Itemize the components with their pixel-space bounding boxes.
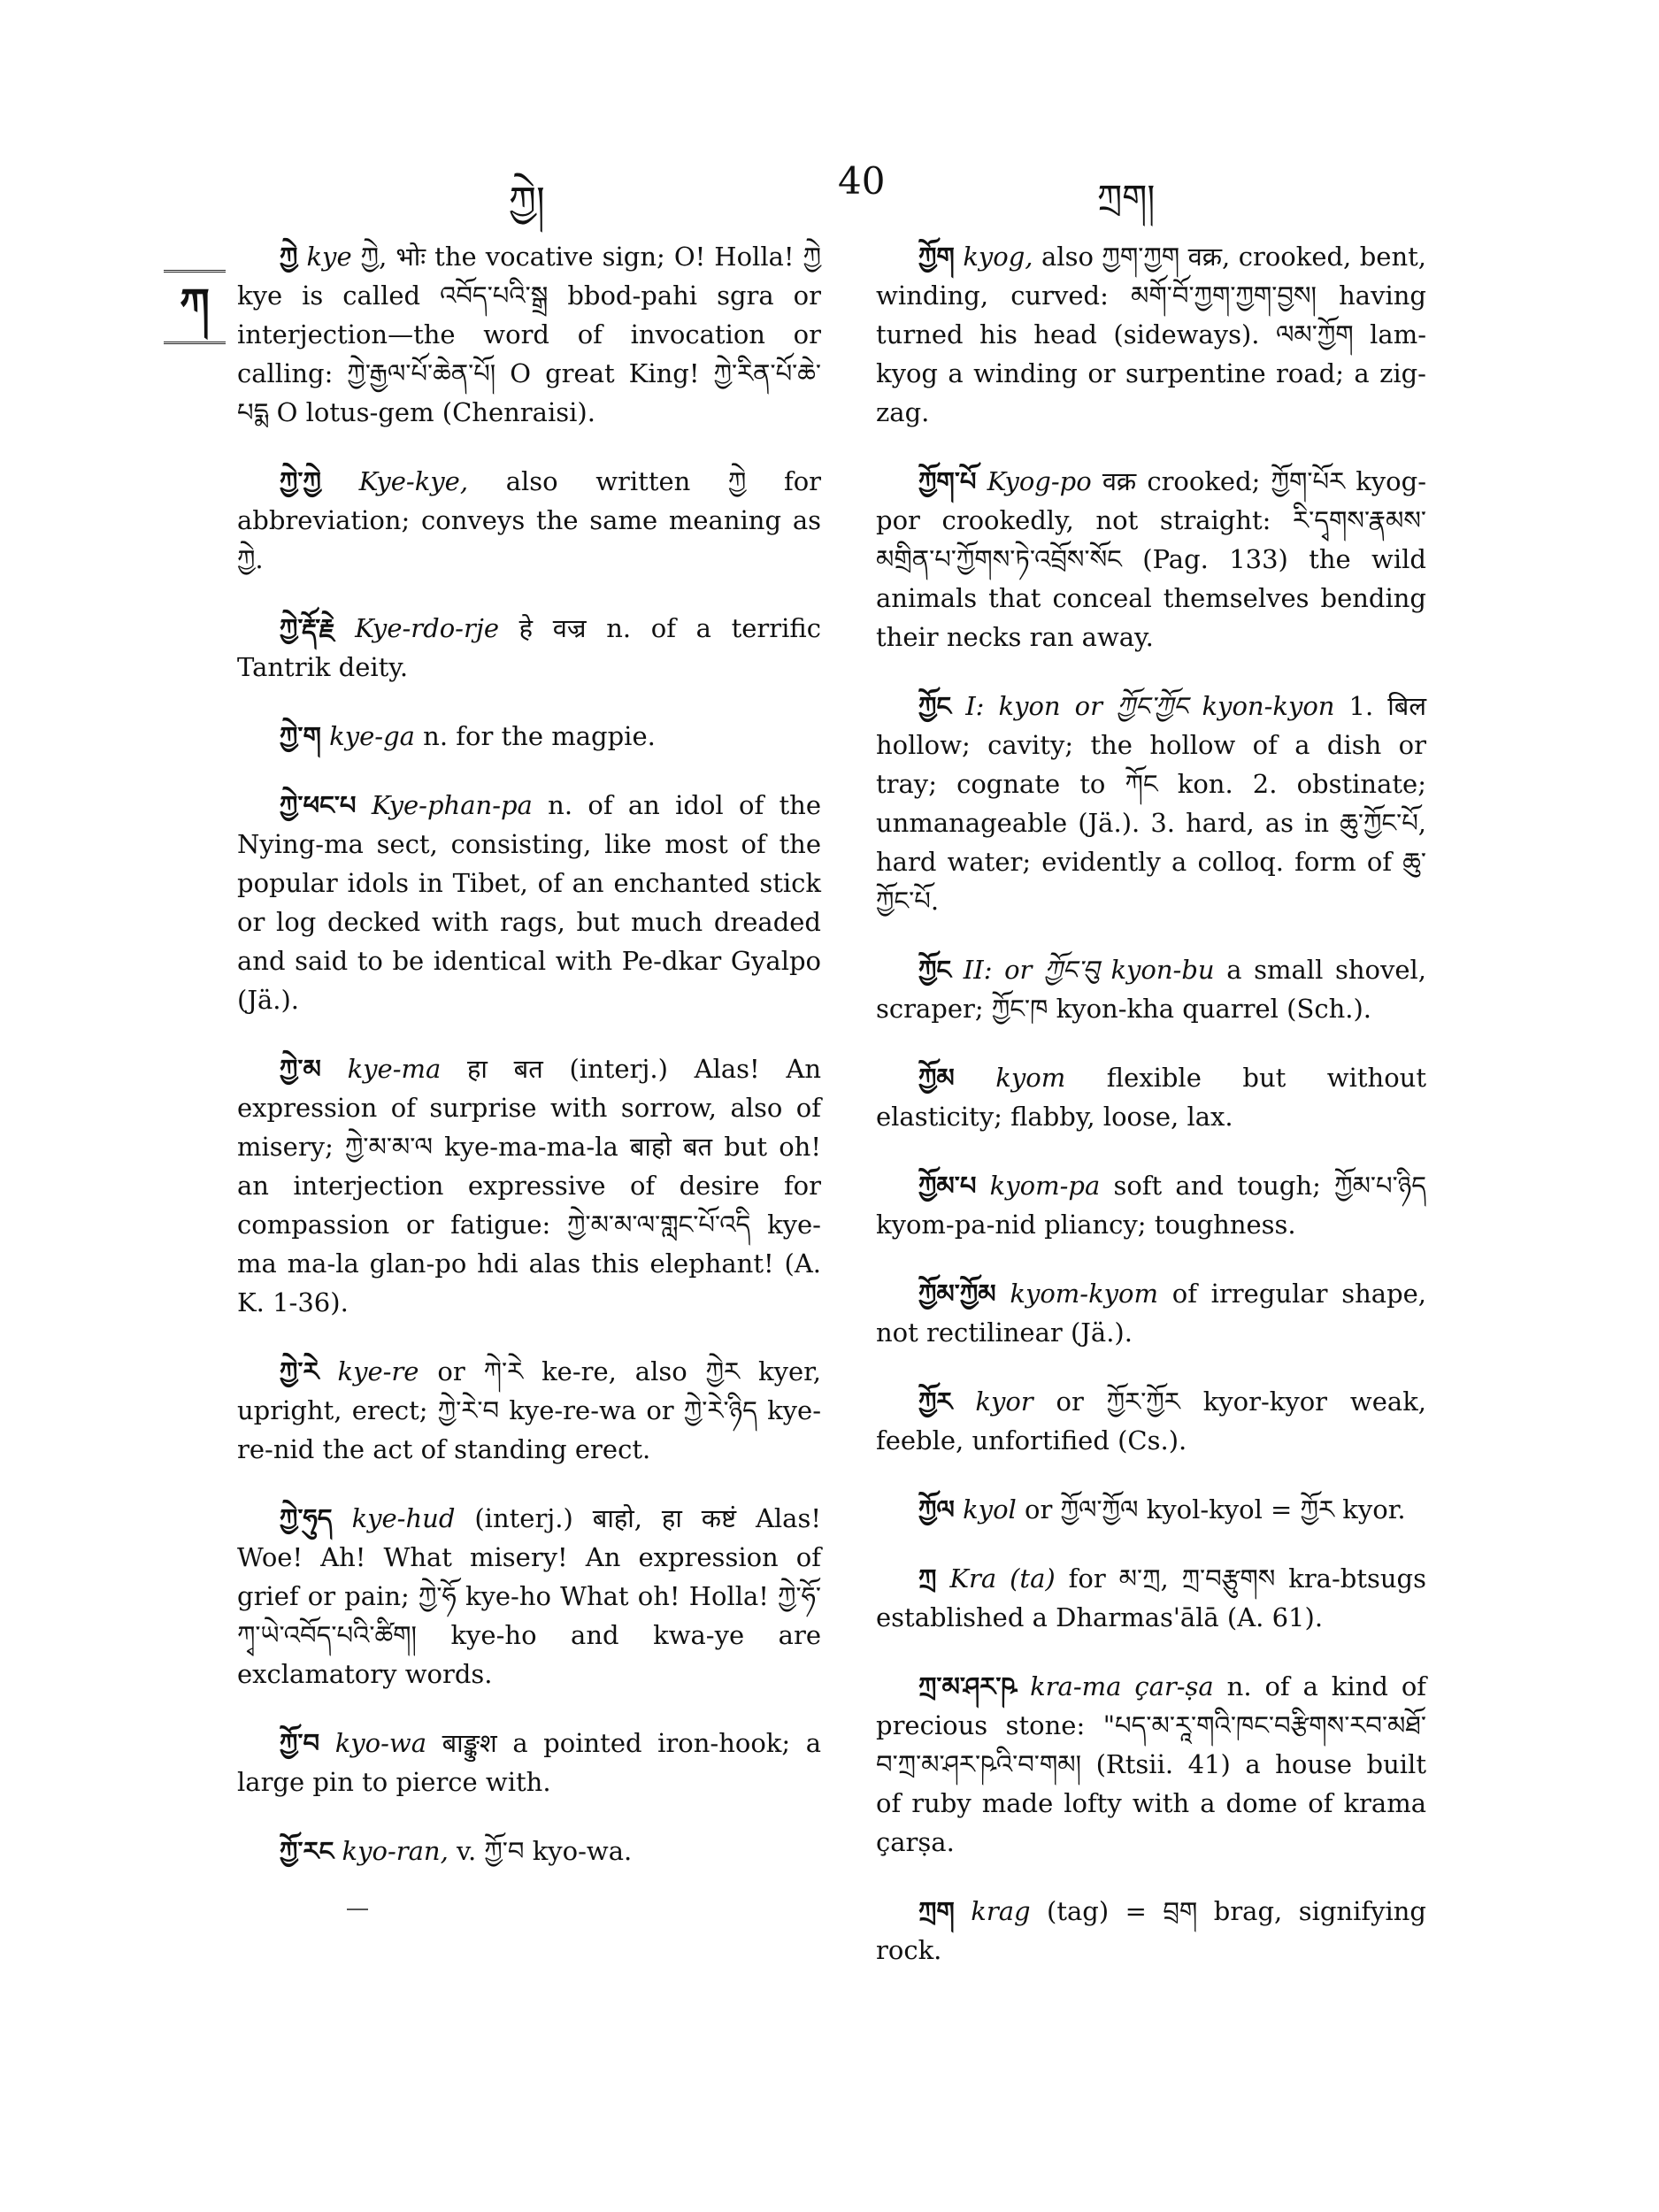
- right-column: [876, 237, 1426, 2000]
- dictionary-entry: ཀྱེ་ཕང་པ Kye-phan-pa n. of an idol of the Nying-ma sect, consisting, like most of the popular idols in Tibet, of an enchanted stick or log decked with rags, but much dreaded and said to be identical with Pe-dkar Gyalpo (Jä.).: [237, 790, 822, 1015]
- dictionary-entry: ཀྱོམ kyom flexible but without elasticity; flabby, loose, lax.: [876, 1063, 1427, 1132]
- dictionary-entry: ཀྲ Kra (ta) for མ་ཀྲ, ཀྲ་བརྩུགས kra-btsugs established a Dharmas'ālā (A. 61).: [876, 1563, 1426, 1632]
- header-right-glyph: ཀྲག།: [1097, 178, 1156, 219]
- dictionary-entry: ཀྱོར kyor or ཀྱོར་ཀྱོར kyor-kyor weak, feeble, unfortified (Cs.).: [876, 1386, 1426, 1455]
- dictionary-entry: ཀྱོག kyog, also ཀྱག་ཀྱག वक्र, crooked, bent, winding, curved: མགོ་བོ་ཀྱག་ཀྱག་བྱས། having turned his head (sideways). ལམ་ཀྱོག lam-kyog a winding or surpentine road; a zig-zag.: [876, 242, 1427, 427]
- dictionary-entry: ཀྲག krag (tag) = བྲག brag, signifying rock.: [876, 1896, 1426, 1965]
- dictionary-entry: ཀྱེ་ག kye-ga n. for the magpie.: [280, 721, 656, 751]
- dictionary-entry: ཀྱེ་རྡོ་རྗེ Kye-rdo-rje हे वज्र n. of a terrific Tantrik deity.: [237, 613, 822, 682]
- dictionary-entry: ཀྱོང II: or ཀྱོང་བུ kyon-bu a small shovel, scraper; ཀྱོང་ཁ kyon-kha quarrel (Sch.).: [876, 955, 1427, 1024]
- header-left-glyph: ཀྱེ།: [509, 179, 545, 224]
- dictionary-entry: ཀྱོག་པོ Kyog-po वक्र crooked; ཀྱོག་པོར kyog-por crookedly, not straight: རི་དྭགས་རྣམས་མགྲིན་པ་ཀྱོགས་ཏེ་འབྲོས་སོང (Pag. 133) the wild animals that conceal themselves bending their necks ran away.: [876, 466, 1427, 652]
- dictionary-entry: ཀྱེ་མ kye-ma हा बत (interj.) Alas! An expression of surprise with sorrow, also of misery; ཀྱེ་མ་མ་ལ kye-ma-ma-la बाहो बत but oh! an interjection expressive of desire for compassion or fatigue: ཀྱེ་མ་མ་ལ་གླང་པོ་འདི kye-ma ma-la glan-po hdi alas this elephant! (A. K. 1-36).: [237, 1054, 822, 1317]
- left-column: [237, 237, 821, 1901]
- page-header: [0, 157, 1659, 224]
- page-number: 40: [838, 159, 886, 203]
- dictionary-entry: ཀྱོ་བ kyo-wa बाङ्कुश a pointed iron-hook; a large pin to pierce with.: [237, 1728, 821, 1797]
- dictionary-entry: ཀྱོམ་པ kyom-pa soft and tough; ཀྱོམ་པ་ཉིད kyom-pa-nid pliancy; toughness.: [876, 1171, 1427, 1240]
- dictionary-entry: ཀྲ་མ་ཤར་ཥ kra-ma çar-ṣa n. of a kind of precious stone: "པད་མ་རཱ་གའི་ཁང་བརྩིགས་རབ་མཐོ་བ་ཀྲ་མ་ཤར་ཥའི་བ་གམ། (Rtsii. 41) a house built of ruby made lofty with a dome of krama çarṣa.: [876, 1671, 1427, 1857]
- page-end-mark: [347, 1909, 368, 1910]
- dictionary-entry: ཀྱེ་ཧུད kye-hud (interj.) बाहो, हा कष्टं Alas! Woe! Ah! What misery! An expression of grief or pain; ཀྱེ་ཧོ kye-ho What oh! Holla! ཀྱེ་ཧོ་ཀྭ་ཡེ་འབོད་པའི་ཚིག། kye-ho and kwa-ye are exclamatory words.: [237, 1503, 821, 1689]
- dictionary-entry: ཀྱེ་རེ kye-re or ཀེ་རེ ke-re, also ཀྱེར kyer, upright, erect; ཀྱེ་རེ་བ kye-re-wa or ཀྱེ་རེ་ཉིད kye-re-nid the act of standing erect.: [237, 1356, 822, 1464]
- dictionary-entry: ཀྱོལ kyol or ཀྱོལ་ཀྱོལ kyol-kyol = ཀྱོར kyor.: [918, 1494, 1406, 1525]
- dictionary-entry: ཀྱོ་རང kyo-ran, v. ཀྱོ་བ kyo-wa.: [280, 1836, 633, 1866]
- dictionary-entry: ཀྱེ kye ཀྱེ, भोः the vocative sign; O! Holla! ཀྱེ kye is called འབོད་པའི་སྒྲ bbod-pahi sgra or interjection—the word of invocation or calling: ཀྱེ་རྒྱལ་པོ་ཆེན་པོ། O great King! ཀྱེ་རིན་པོ་ཆེ་པདྨ O lotus-gem (Chenraisi).: [237, 242, 822, 427]
- dictionary-entry: ཀྱོམ་ཀྱོམ kyom-kyom of irregular shape, not rectilinear (Jä.).: [876, 1279, 1427, 1348]
- margin-section-glyph: ཀ: [164, 270, 226, 344]
- dictionary-entry: ཀྱོང I: kyon or ཀྱོང་ཀྱོང kyon-kyon 1. बिल hollow; cavity; the hollow of a dish or tray; cognate to ཀོང kon. 2. obstinate; unmanageable (Jä.). 3. hard, as in ཆུ་ཀྱོང་པོ, hard water; evidently a colloq. form of ཆུ་ཀྱོང་པོ.: [876, 691, 1427, 916]
- dictionary-entry: ཀྱེ་ཀྱེ Kye-kye, also written ཀྱེ for abbreviation; conveys the same meaning as ཀྱེ.: [237, 466, 822, 574]
